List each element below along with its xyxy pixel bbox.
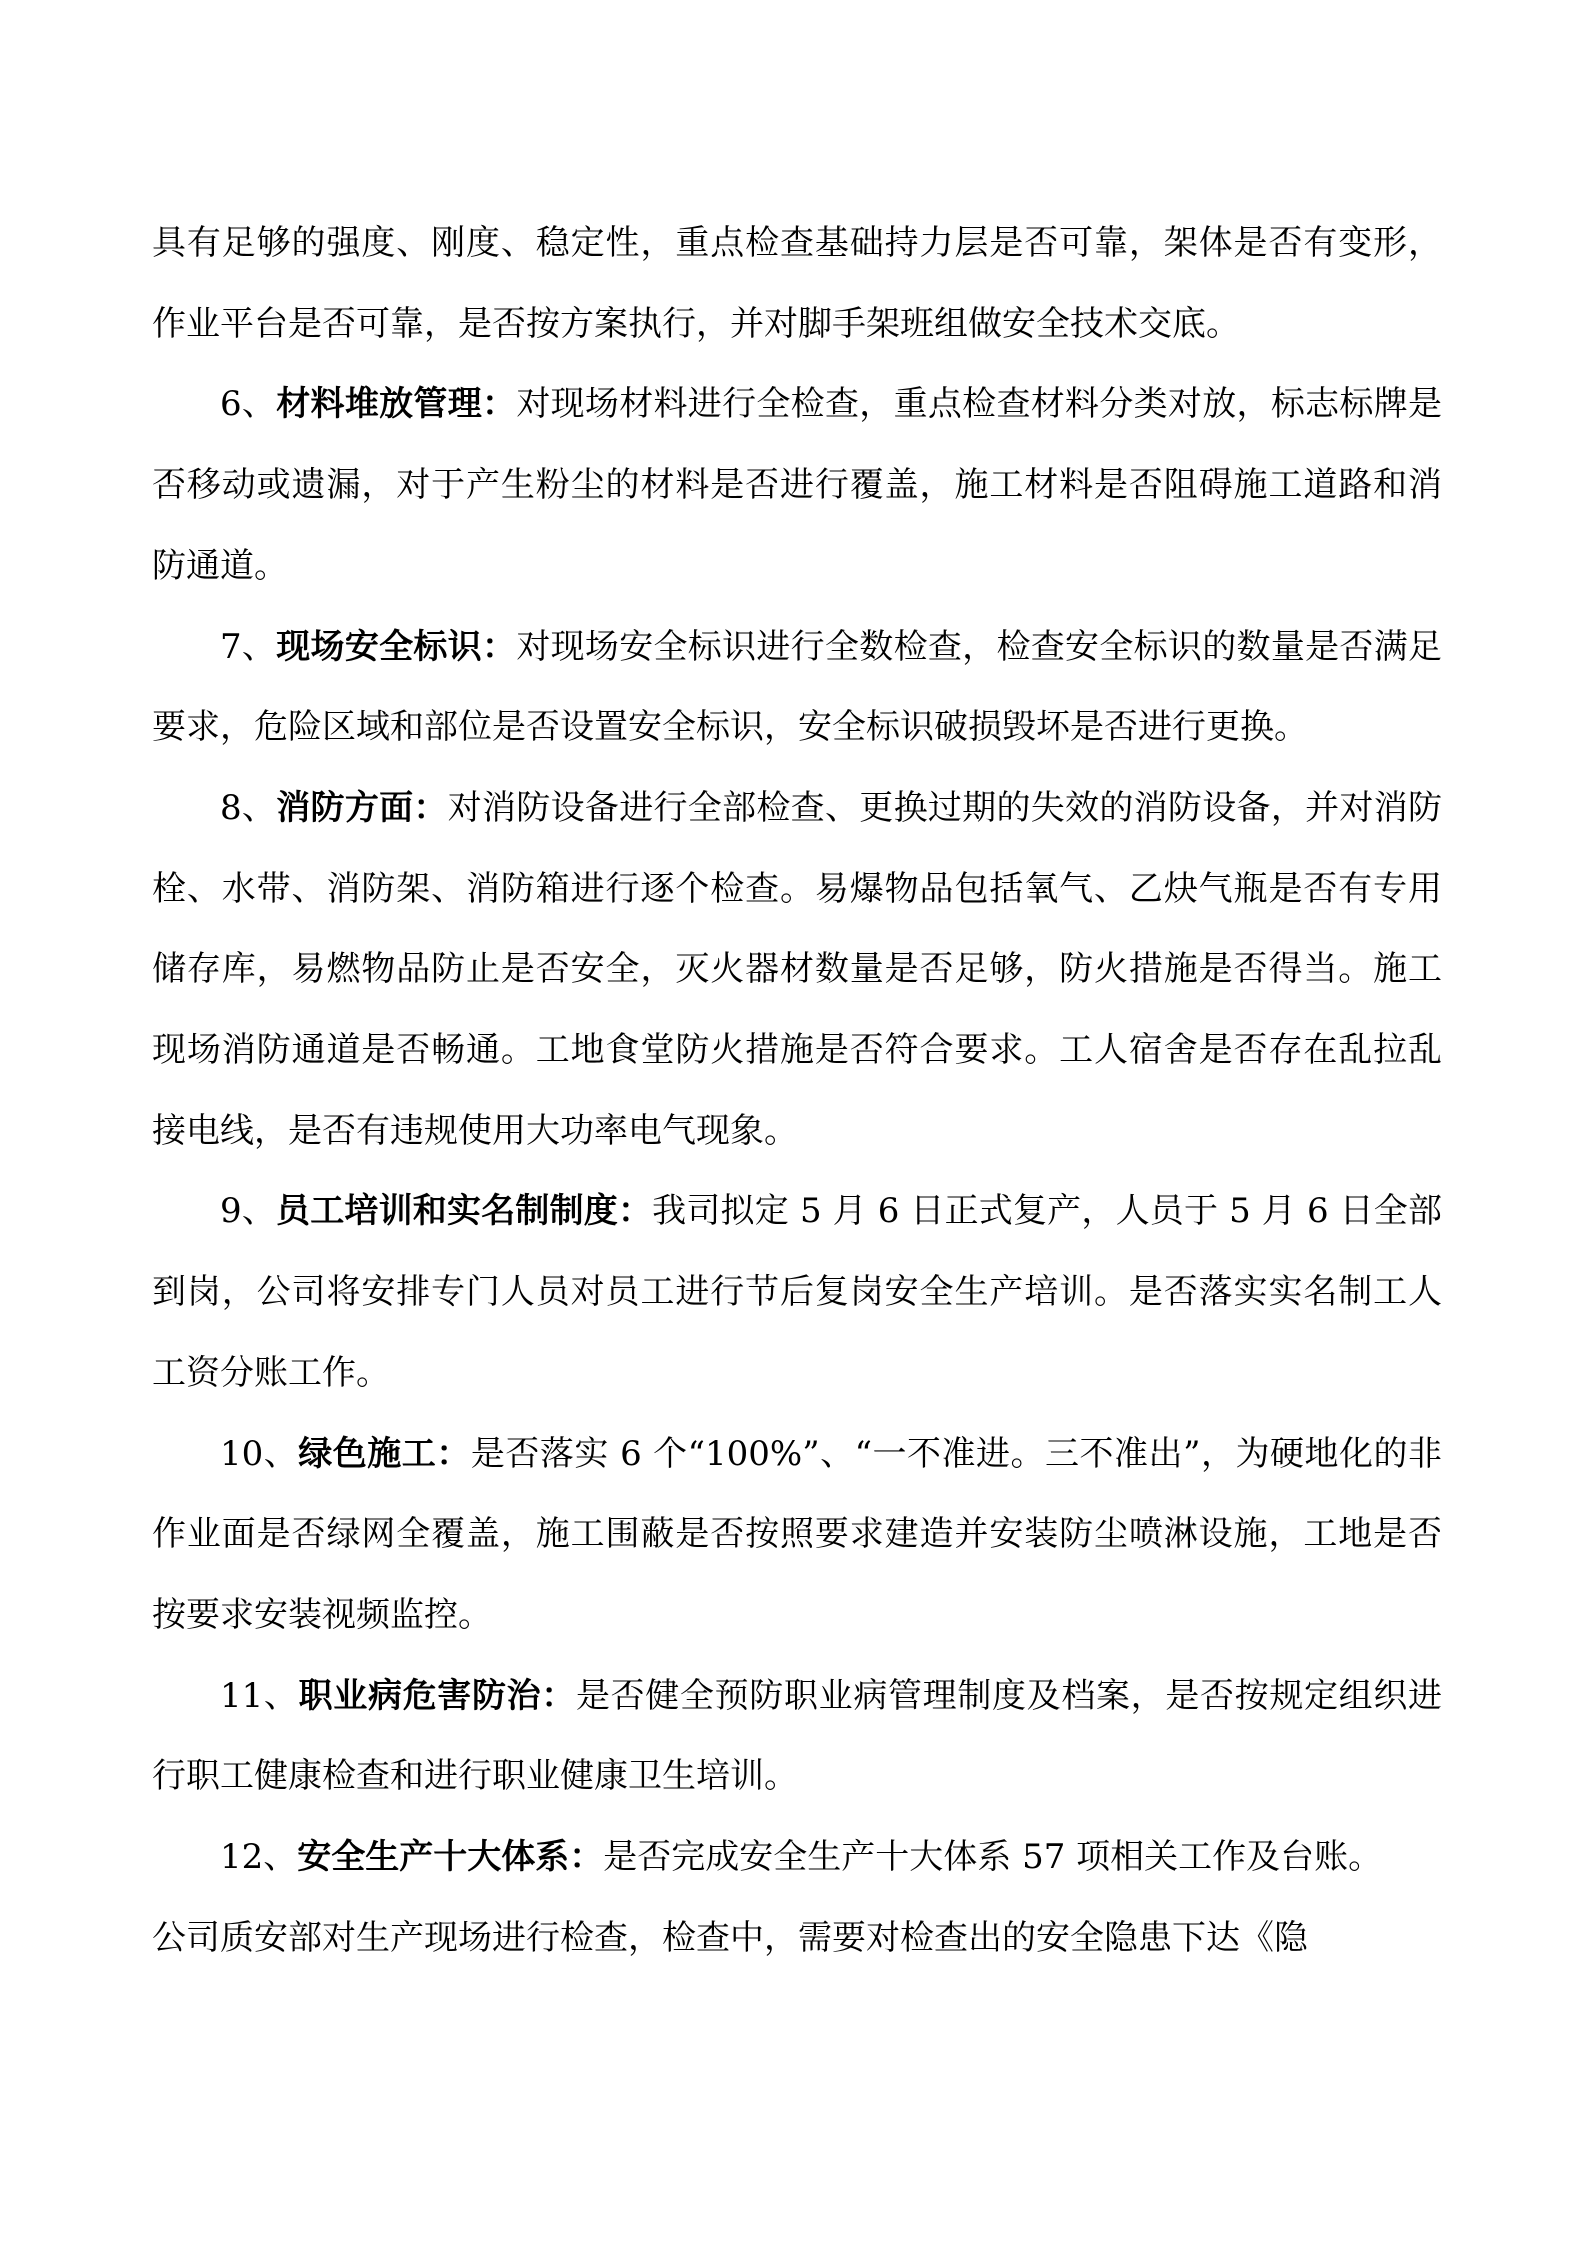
item-heading: 安全生产十大体系： bbox=[297, 1837, 604, 1878]
item-number: 6、 bbox=[220, 384, 277, 425]
paragraph-occupational-disease bbox=[152, 1656, 1442, 1817]
paragraph-safety-signs bbox=[152, 607, 1442, 768]
item-heading: 材料堆放管理： bbox=[276, 384, 517, 425]
document-page bbox=[152, 203, 1442, 1978]
paragraph-material-stacking bbox=[152, 364, 1442, 606]
paragraph-text: 对消防设备进行全部检查、更换过期的失效的消防设备，并对消防栓、水带、消防架、消防箱进行逐个检查。易爆物品包括氧气、乙炔气瓶是否有专用储存库，易燃物品防止是否安全，灭火器材数量是否足够，防火措施是否得当。施工现场消防通道是否畅通。工地食堂防火措施是否符合要求。工人宿舍是否存在乱拉乱接电线，是否有违规使用大功率电气现象。 bbox=[152, 787, 1443, 1151]
paragraph-inspection bbox=[152, 1898, 1442, 1979]
item-number: 9、 bbox=[220, 1191, 277, 1232]
paragraph-text: 对现场安全标识进行全数检查，检查安全标识的数量是否满足要求，危险区域和部位是否设置安全标识，安全标识破损毁坏是否进行更换。 bbox=[152, 626, 1443, 748]
paragraph-text: 我司拟定 5 月 6 日正式复产，人员于 5 月 6 日全部到岗，公司将安排专门人员对员工进行节后复岗安全生产培训。是否落实实名制工人工资分账工作。 bbox=[152, 1191, 1443, 1393]
item-heading: 绿色施工： bbox=[298, 1433, 471, 1474]
item-heading: 职业病危害防治： bbox=[298, 1675, 576, 1716]
paragraph-text: 公司质安部对生产现场进行检查，检查中，需要对检查出的安全隐患下达《隐 bbox=[152, 1917, 1308, 1958]
paragraph-staff-training bbox=[152, 1171, 1442, 1413]
paragraph-green-construction bbox=[152, 1414, 1442, 1656]
item-heading: 员工培训和实名制制度： bbox=[276, 1191, 653, 1232]
paragraph-text: 是否完成安全生产十大体系 57 项相关工作及台账。 bbox=[603, 1837, 1383, 1878]
paragraph-safety-systems bbox=[152, 1817, 1442, 1898]
paragraph-text: 对现场材料进行全检查，重点检查材料分类对放，标志标牌是否移动或遗漏，对于产生粉尘的材料是否进行覆盖，施工材料是否阻碍施工道路和消防通道。 bbox=[152, 384, 1443, 586]
item-number: 7、 bbox=[220, 626, 277, 667]
paragraph-text: 是否落实 6 个“100%”、“一不准进。三不准出”，为硬地化的非作业面是否绿网全覆盖，施工围蔽是否按照要求建造并安装防尘喷淋设施，工地是否按要求安装视频监控。 bbox=[152, 1433, 1443, 1635]
paragraph-continuation bbox=[152, 203, 1442, 364]
item-number: 8、 bbox=[220, 787, 277, 828]
item-heading: 现场安全标识： bbox=[276, 626, 517, 667]
item-number: 11、 bbox=[220, 1675, 299, 1716]
paragraph-text: 具有足够的强度、刚度、稳定性，重点检查基础持力层是否可靠，架体是否有变形，作业平台是否可靠，是否按方案执行，并对脚手架班组做安全技术交底。 bbox=[152, 223, 1442, 344]
item-number: 10、 bbox=[220, 1433, 299, 1474]
paragraph-fire-protection bbox=[152, 768, 1442, 1172]
item-number: 12、 bbox=[220, 1837, 298, 1878]
paragraph-text: 是否健全预防职业病管理制度及档案，是否按规定组织进行职工健康检查和进行职业健康卫生培训。 bbox=[152, 1675, 1443, 1797]
item-heading: 消防方面： bbox=[276, 787, 448, 828]
